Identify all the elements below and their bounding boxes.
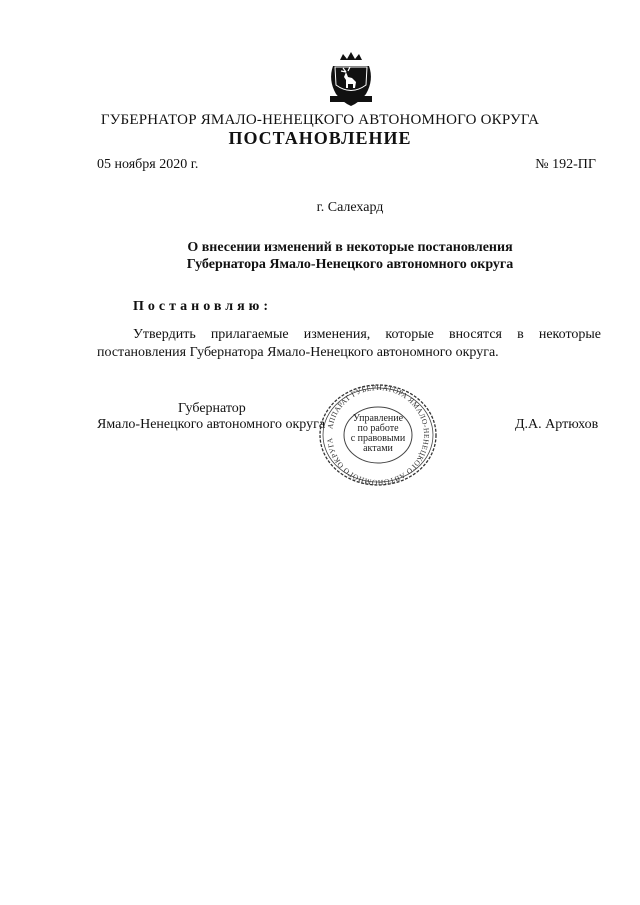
stamp-line-3: с правовыми (350, 433, 406, 444)
document-city: г. Салехард (316, 200, 384, 215)
signer-title-line-1: Губернатор (178, 401, 246, 416)
stamp-line-2: по работе (357, 423, 399, 434)
stamp-center-text (340, 414, 416, 454)
svg-text:АППАРАТ ГУБЕРНАТОРА ЯМАЛО-НЕНЕ: АППАРАТ ГУБЕРНАТОРА ЯМАЛО-НЕНЕЦКОГО АВТОНОМНОГО ОКРУГА (325, 382, 432, 488)
organization-heading: ГУБЕРНАТОР ЯМАЛО-НЕНЕЦКОГО АВТОНОМНОГО ОКРУГА (100, 112, 540, 128)
document-type-title: ПОСТАНОВЛЕНИЕ (228, 128, 412, 148)
document-number: № 192-ПГ (535, 157, 596, 172)
subject-line-2: Губернатора Ямало-Ненецкого автономного округа (186, 257, 514, 272)
document-date: 05 ноября 2020 г. (97, 157, 199, 172)
decree-word: Постановляю: (133, 299, 273, 314)
subject-line-1: О внесении изменений в некоторые постановления (187, 240, 513, 255)
stamp-line-4: актами (363, 443, 393, 454)
document-subject (0, 239, 640, 273)
stamp-line-1: Управление (352, 413, 404, 424)
signer-name: Д.А. Артюхов (515, 417, 599, 432)
coat-of-arms-emblem (326, 50, 376, 108)
signer-title-line-2: Ямало-Ненецкого автономного округа (97, 417, 326, 432)
body-paragraph: Утвердить прилагаемые изменения, которые вносятся в некоторые постановления Губернатора Ямало-Ненецкого автономного округа. (97, 327, 601, 360)
